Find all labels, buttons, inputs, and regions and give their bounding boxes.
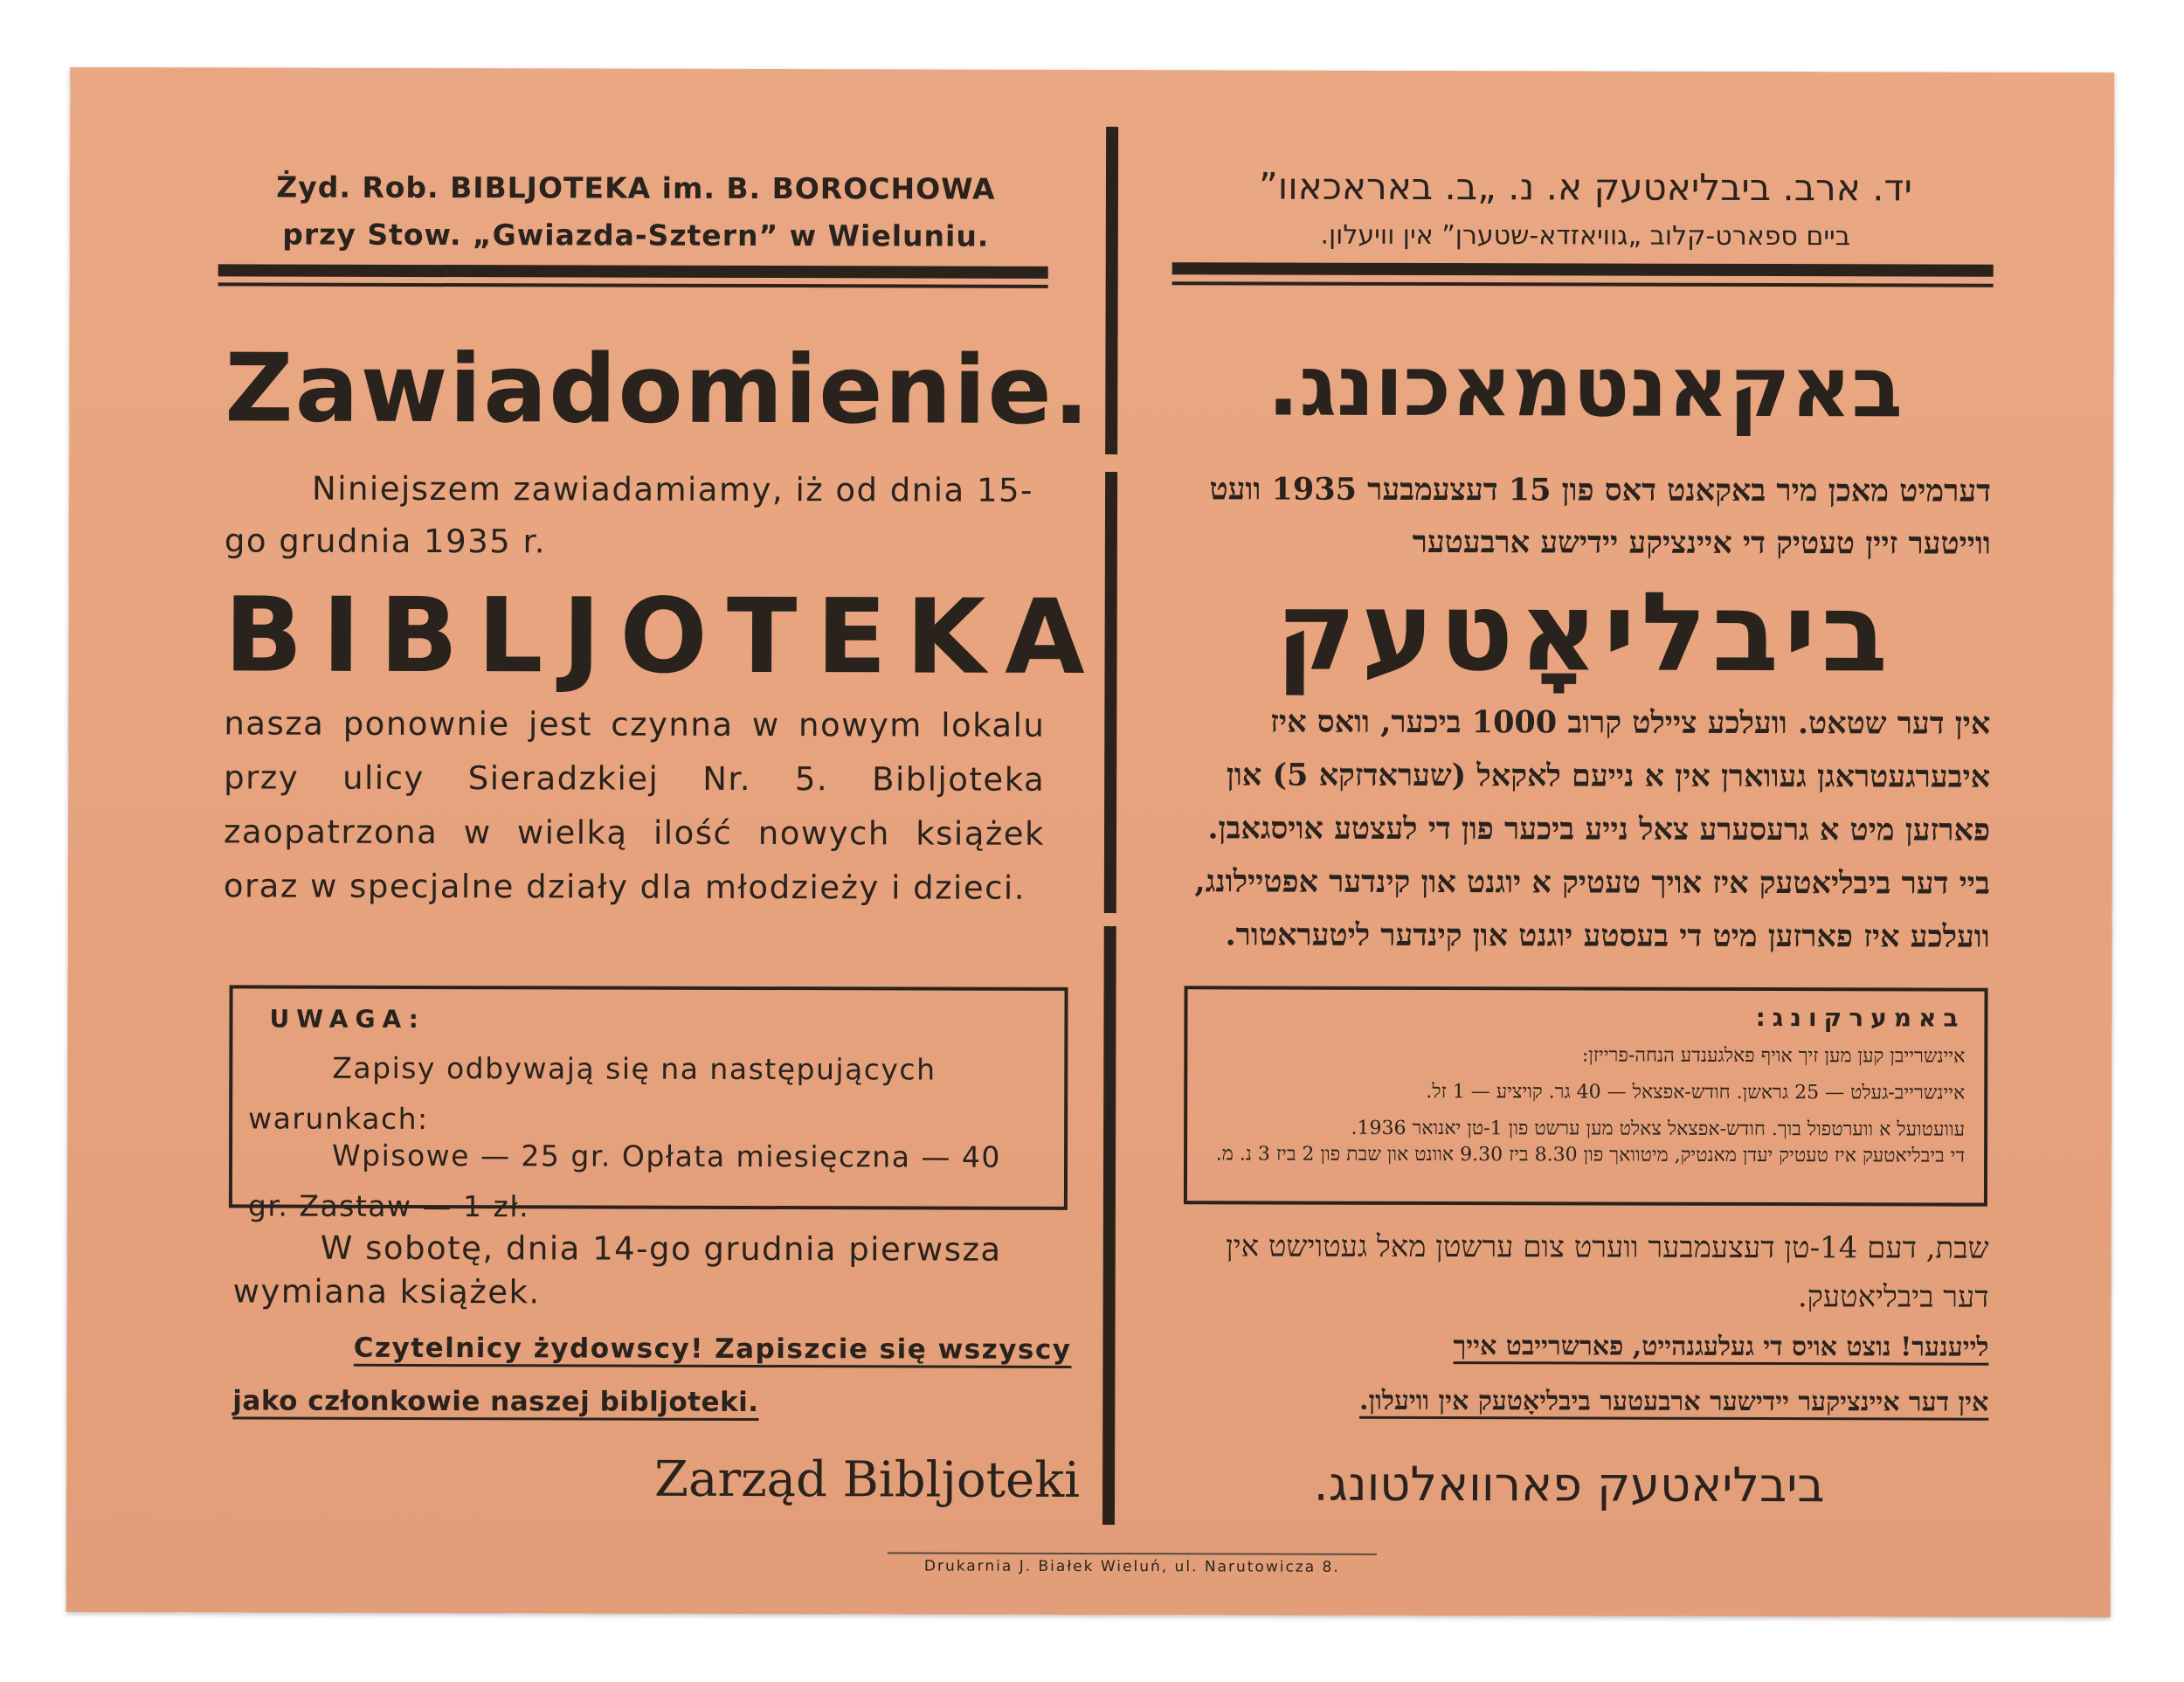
right-appeal-line1: [1176, 1319, 1988, 1374]
left-body: nasza ponownie jest czynna w nowym lokalu przy ulicy Sieradzkiej Nr. 5. Bibljoteka zaopatrzona w wielką ilość nowych książek oraz w specjalne działy dla młodzieży i dzieci.: [223, 704, 1046, 907]
left-saturday: W sobotę, dnia 14-go grudnia pierwsza wymiana książek.: [232, 1229, 1002, 1312]
left-appeal-line1-text: Czytelnicy żydowscy! Zapiszcie się wszyscy: [353, 1332, 1072, 1366]
left-header-rule-thin: [218, 282, 1048, 287]
right-box-line1: איינשרייבן קען מען זיך אויף פאלגענדע הנחה-פרייזן:: [1581, 1044, 1966, 1068]
left-intro: Niniejszem zawiadamiamy, iż od dnia 15-go grudnia 1935 r.: [224, 469, 1033, 561]
right-header-line1: יד. ארב. ביבליאטעק א. נ. „ב. באראכאוו”: [1258, 164, 1912, 210]
right-notice-box: [1184, 986, 1988, 1206]
uwaga-title: UWAGA:: [269, 1004, 425, 1035]
left-header-line2: przy Stow. „Gwiazda-Sztern” w Wieluniu.: [282, 217, 990, 253]
left-big-word: BIBLJOTEKA: [224, 574, 1104, 698]
left-header: [225, 163, 1047, 260]
right-header-rule-thick: [1172, 262, 1994, 276]
right-header-rule-thin: [1172, 281, 1994, 287]
right-intro: דערמיט מאכן מיר באקאנט דאס פון 15 דעצעמבער 1935 וועט ווייטער זיין טעטיק די איינציקע יידישע ארבעטער: [1209, 471, 1992, 562]
right-box-title: באמערקונג:: [1755, 1002, 1966, 1033]
right-header-line2: ביים ספארט-קלוב „גוויאזדא-שטערן” אין וויעלון.: [1320, 219, 1851, 253]
center-divider: [1102, 127, 1118, 1525]
left-title: Zawiadomienie.: [225, 334, 1091, 446]
right-signature: ביבליאטעק פארוואלטונג.: [1313, 1456, 1825, 1513]
poster-sheet: [66, 67, 2115, 1617]
right-box-line2: איינשרייב-געלט — 25 גראשן. חודש-אפצאל — 40 גר. קויציע — 1 זל.: [1426, 1081, 1966, 1104]
left-signature: Zarząd Bibljoteki: [654, 1450, 1081, 1509]
right-appeal-line2: [1176, 1374, 1988, 1429]
left-header-line1: Żyd. Rob. BIBLJOTEKA im. B. BOROCHOWA: [276, 170, 996, 206]
left-header-rule-thick: [218, 264, 1048, 278]
right-header: [1179, 162, 1992, 261]
right-big-word: ביבליאָטעק: [1275, 568, 1894, 697]
right-appeal-line1-text: לייענער! נוצט אויס די געלעגנהייט, פארשרייבט אייך: [1453, 1331, 1989, 1363]
right-box-line4: די ביבליאטעק איז טעטיק יעדן מאנטיק, מיטוואך פון 8.30 ביז 9.30 אוונט און שבת פון 2 ביז 3 נ. מ.: [1215, 1143, 1966, 1167]
left-appeal-line1: [232, 1321, 1071, 1376]
right-body: אין דער שטאט. וועלכע ציילט קרוב 1000 ביכער, וואס איז איבערגעטראגן געווארן אין א נייעם לאקאל (שעראדזקא 5) און פארזען מיט א גרעסערע צאל נייע ביכער פון די לעצטע אויסגאבן. ביי דער ביבליאטעק איז אויך טעטיק א יוגנט און קינדער אפטיילונג, וועלכע איז פארזען מיט די בעסטע יוגנט און קינדער ליטעראטור.: [1194, 703, 1991, 955]
printer-rule: [888, 1552, 1377, 1554]
uwaga-line2: Wpisowe — 25 gr. Opłata miesięczna — 40 gr. Zastaw — 1 zł.: [247, 1138, 1001, 1224]
right-title: באקאנטמאכונג.: [1267, 336, 1904, 437]
uwaga-line1: Zapisy odbywają się na następujących warunkach:: [248, 1050, 936, 1137]
left-notice-box: [229, 985, 1068, 1224]
right-box-line3: עוועטועל א ווערטפול בוך. חודש-אפצאל צאלט מען ערשט פון 1-טן יאנואר 1936.: [1351, 1117, 1966, 1141]
left-appeal-line2: [232, 1374, 844, 1429]
right-appeal-line2-text: אין דער איינציקער יידישער ארבעטער ביבליאָטעק אין וויעלון.: [1359, 1385, 1989, 1418]
printer-imprint: Drukarnia J. Białek Wieluń, ul. Narutowicza 8.: [923, 1557, 1340, 1576]
right-saturday: שבת, דעם 14-טן דעצעמבער ווערט צום ערשטן מאל געטוישט אין דער ביבליאטעק.: [1226, 1229, 1989, 1315]
left-appeal-line2-text: jako członkowie naszej bibljoteki.: [232, 1385, 759, 1419]
